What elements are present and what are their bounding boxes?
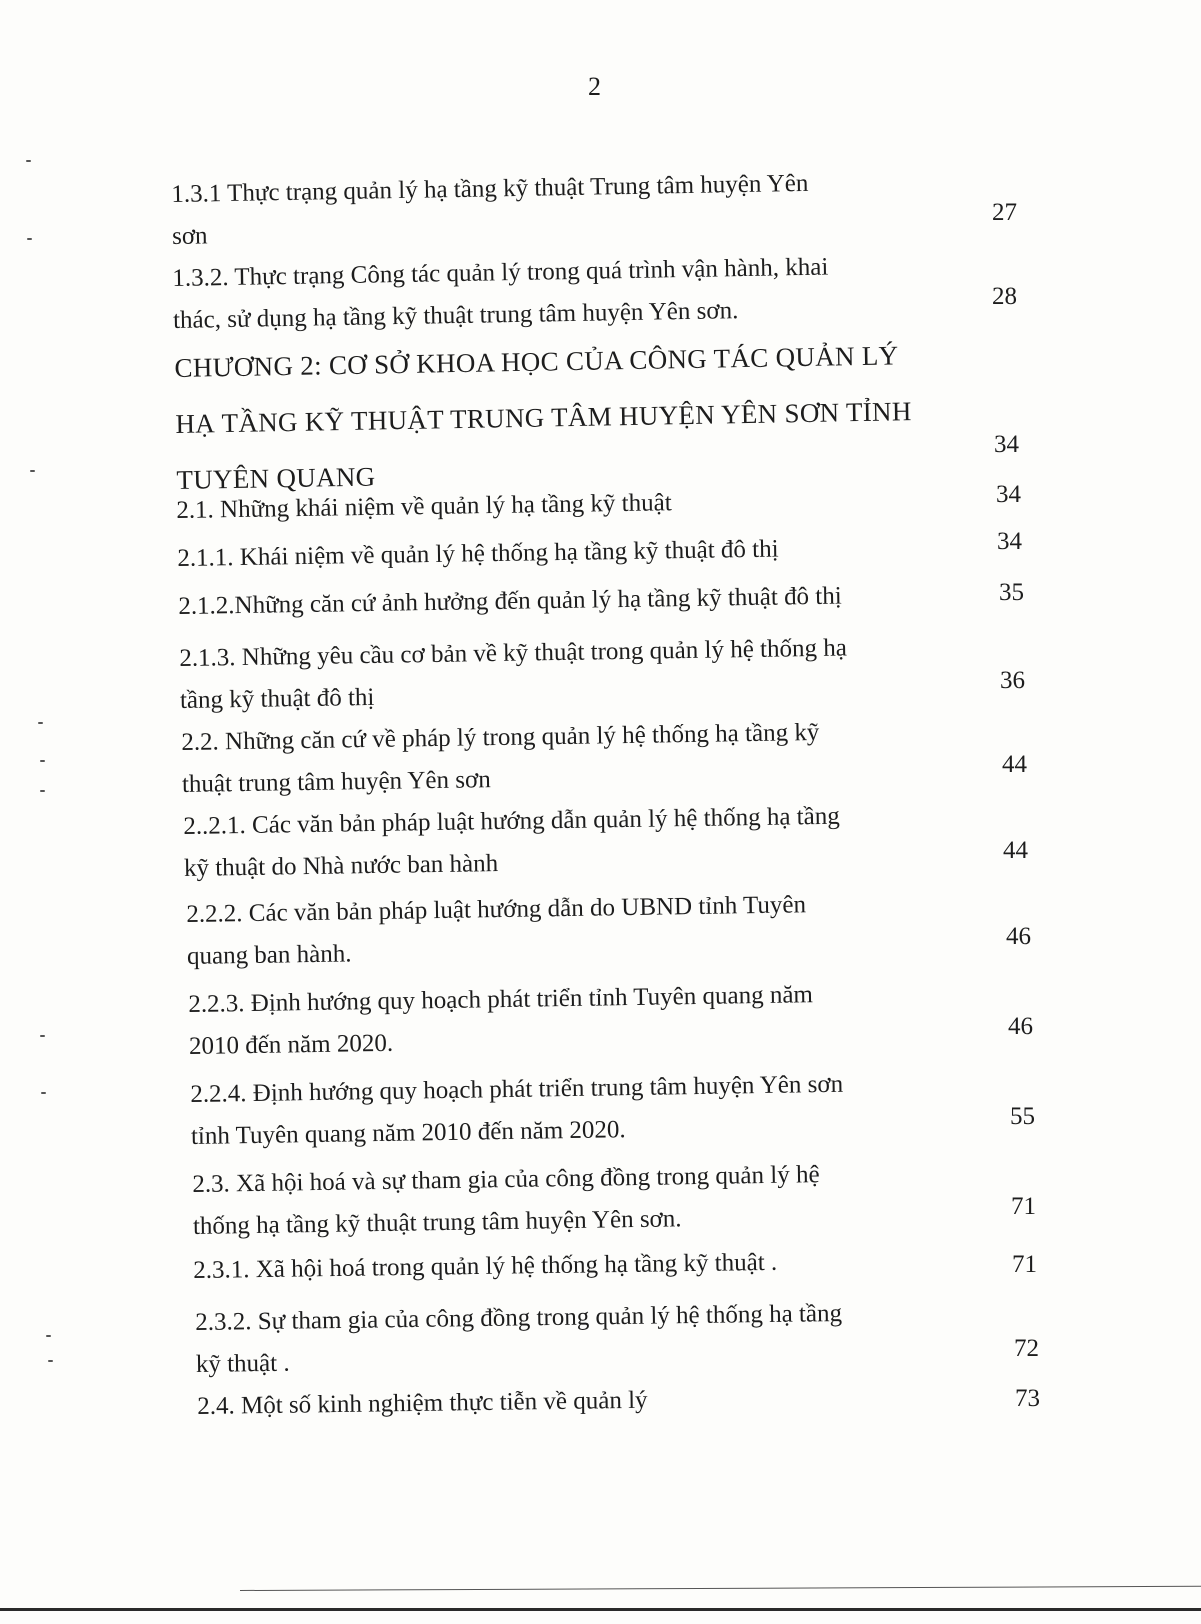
toc-page-number: 46	[1008, 1013, 1033, 1040]
toc-page-number: 35	[999, 579, 1024, 606]
scan-speck	[48, 1360, 53, 1362]
toc-entry-line: 1.3.1 Thực trạng quản lý hạ tầng kỹ thuật Trung tâm huyện Yên	[171, 169, 809, 208]
toc-entry-line: 2.1. Những khái niệm về quản lý hạ tầng kỹ thuật	[176, 489, 672, 524]
toc-entry-line: 2..2.1. Các văn bản pháp luật hướng dẫn quản lý hệ thống hạ tầng	[183, 802, 840, 840]
toc-entry-line: 2.2.2. Các văn bản pháp luật hướng dẫn do UBND tỉnh Tuyên	[186, 891, 807, 928]
toc-entry-line: quang ban hành.	[186, 940, 352, 970]
scan-speck	[41, 1092, 46, 1094]
toc-entry-line: sơn	[171, 222, 208, 250]
toc-entry-title	[179, 628, 848, 722]
toc-page-number: 55	[1010, 1103, 1035, 1130]
toc-entry-line: 2.1.1. Khái niệm về quản lý hệ thống hạ tầng kỹ thuật đô thị	[177, 535, 779, 572]
toc-entry-line: 2.4. Một số kinh nghiệm thực tiễn về quản lý	[197, 1386, 648, 1420]
scan-speck	[26, 160, 31, 162]
scan-edge-line	[240, 1586, 1201, 1591]
toc-entry-title	[195, 1293, 843, 1386]
toc-entry-title	[178, 576, 842, 628]
toc-entry-line: 2.3.2. Sự tham gia của công đồng trong quản lý hệ thống hạ tầng	[195, 1299, 843, 1336]
toc-page-number: 73	[1015, 1385, 1040, 1412]
toc-entry-line: 2.2.3. Định hướng quy hoạch phát triển tỉnh Tuyên quang năm	[188, 981, 814, 1018]
toc-entry-line: 2010 đến năm 2020.	[188, 1029, 394, 1060]
scan-speck	[40, 760, 45, 762]
toc-entry-line: thuật trung tâm huyện Yên sơn	[181, 766, 491, 798]
scan-speck	[27, 238, 32, 240]
toc-page-number: 44	[1003, 837, 1028, 864]
toc-page-number: 28	[992, 283, 1017, 310]
scan-speck	[46, 1335, 51, 1337]
toc-page-number: 46	[1006, 923, 1031, 950]
scan-speck	[38, 722, 43, 724]
scan-speck	[40, 1035, 45, 1037]
toc-entry-line: tỉnh Tuyên quang năm 2010 đến năm 2020.	[190, 1116, 626, 1150]
toc-entry-title	[197, 1380, 648, 1428]
toc-entry-line: TUYÊN QUANG	[176, 461, 376, 495]
toc-entry-line: kỹ thuật .	[195, 1349, 290, 1378]
toc-entry-line: 2.1.2.Những căn cứ ảnh hưởng đến quản lý hạ tầng kỹ thuật đô thị	[178, 582, 842, 620]
toc-entry-title	[186, 884, 807, 978]
toc-entry-title	[176, 482, 672, 532]
toc-entry-title	[174, 327, 913, 508]
toc-entry-title	[192, 1154, 821, 1248]
toc-entry-line: kỹ thuật do Nhà nước ban hành	[183, 850, 499, 882]
toc-entry-line: 2.3. Xã hội hoá và sự tham gia của công đồng trong quản lý hệ	[192, 1161, 820, 1198]
toc-page-number: 27	[992, 199, 1017, 226]
page-number: 2	[588, 72, 601, 101]
toc-entry-line: thống hạ tầng kỹ thuật trung tâm huyện Yên sơn.	[192, 1205, 682, 1240]
toc-entry-title	[171, 163, 809, 258]
toc-page-number: 71	[1011, 1193, 1036, 1220]
scan-speck	[40, 790, 45, 792]
toc-entry-line: thác, sử dụng hạ tầng kỹ thuật trung tâm huyện Yên sơn.	[172, 297, 739, 334]
toc-page-number: 34	[997, 528, 1022, 555]
toc-entry-line: tầng kỹ thuật đô thị	[179, 683, 375, 714]
toc-entry-title	[181, 712, 820, 806]
toc-page-number: 36	[1000, 667, 1025, 694]
scan-speck	[30, 470, 35, 472]
toc-entry-line: 2.3.1. Xã hội hoá trong quản lý hệ thống hạ tầng kỹ thuật .	[193, 1248, 778, 1284]
toc-entry-title	[172, 247, 829, 342]
toc-entry-line: 2.1.3. Những yêu cầu cơ bản về kỹ thuật trong quản lý hệ thống hạ	[179, 634, 848, 672]
toc-page-number: 34	[994, 431, 1019, 458]
toc-page-number: 71	[1012, 1251, 1037, 1278]
toc-page-number: 72	[1014, 1335, 1039, 1362]
toc-entry-line: 2.2.4. Định hướng quy hoạch phát triển trung tâm huyện Yên sơn	[190, 1070, 844, 1108]
toc-page-number: 34	[996, 481, 1021, 508]
toc-page-number: 44	[1002, 751, 1027, 778]
toc-entry-line: HẠ TẦNG KỸ THUẬT TRUNG TÂM HUYỆN YÊN SƠN TỈNH	[175, 396, 912, 439]
toc-entry-title	[190, 1064, 844, 1158]
toc-entry-line: CHƯƠNG 2: CƠ SỞ KHOA HỌC CỦA CÔNG TÁC QUẢN LÝ	[174, 340, 899, 383]
toc-entry-title	[188, 974, 814, 1068]
toc-entry-title	[177, 529, 779, 580]
toc-entry-title	[183, 796, 841, 890]
toc-entry-line: 1.3.2. Thực trạng Công tác quản lý trong quá trình vận hành, khai	[172, 253, 829, 292]
scan-bottom-edge	[0, 1608, 1201, 1611]
toc-entry-title	[193, 1242, 777, 1292]
toc-entry-line: 2.2. Những căn cứ về pháp lý trong quản lý hệ thống hạ tầng kỹ	[181, 718, 820, 756]
